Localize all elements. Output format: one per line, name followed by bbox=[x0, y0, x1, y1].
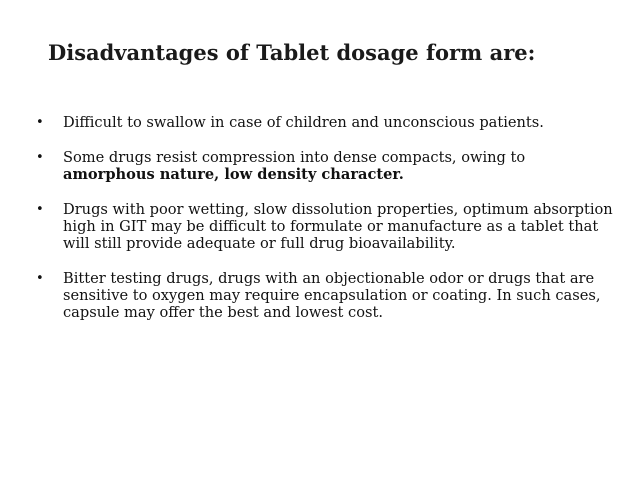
bullet-item bbox=[36, 270, 621, 321]
bullet-text: Difficult to swallow in case of children and unconscious patients. bbox=[63, 114, 544, 131]
bullet-text: Bitter testing drugs, drugs with an objectionable odor or drugs that are sensitive to oxygen may require encapsulation or coating. In such cases, capsule may offer the best and lowest cost. bbox=[63, 270, 601, 321]
slide-title: Disadvantages of Tablet dosage form are: bbox=[48, 40, 536, 65]
bullet-icon: • bbox=[36, 150, 44, 165]
bullet-text: Drugs with poor wetting, slow dissolution properties, optimum absorption high in GIT may be difficult to formulate or manufacture as a tablet that will still provide adequate or full drug bioavailability. bbox=[63, 201, 613, 252]
bullet-list bbox=[36, 114, 621, 321]
bullet-item bbox=[36, 149, 621, 183]
bullet-icon: • bbox=[36, 271, 44, 286]
bullet-bold-text: amorphous nature, low density character. bbox=[63, 166, 404, 183]
bullet-text: Some drugs resist compression into dense compacts, owing to bbox=[63, 149, 526, 166]
bullet-icon: • bbox=[36, 202, 44, 217]
bullet-item bbox=[36, 201, 621, 252]
bullet-icon: • bbox=[36, 115, 44, 130]
bullet-item bbox=[36, 114, 621, 131]
